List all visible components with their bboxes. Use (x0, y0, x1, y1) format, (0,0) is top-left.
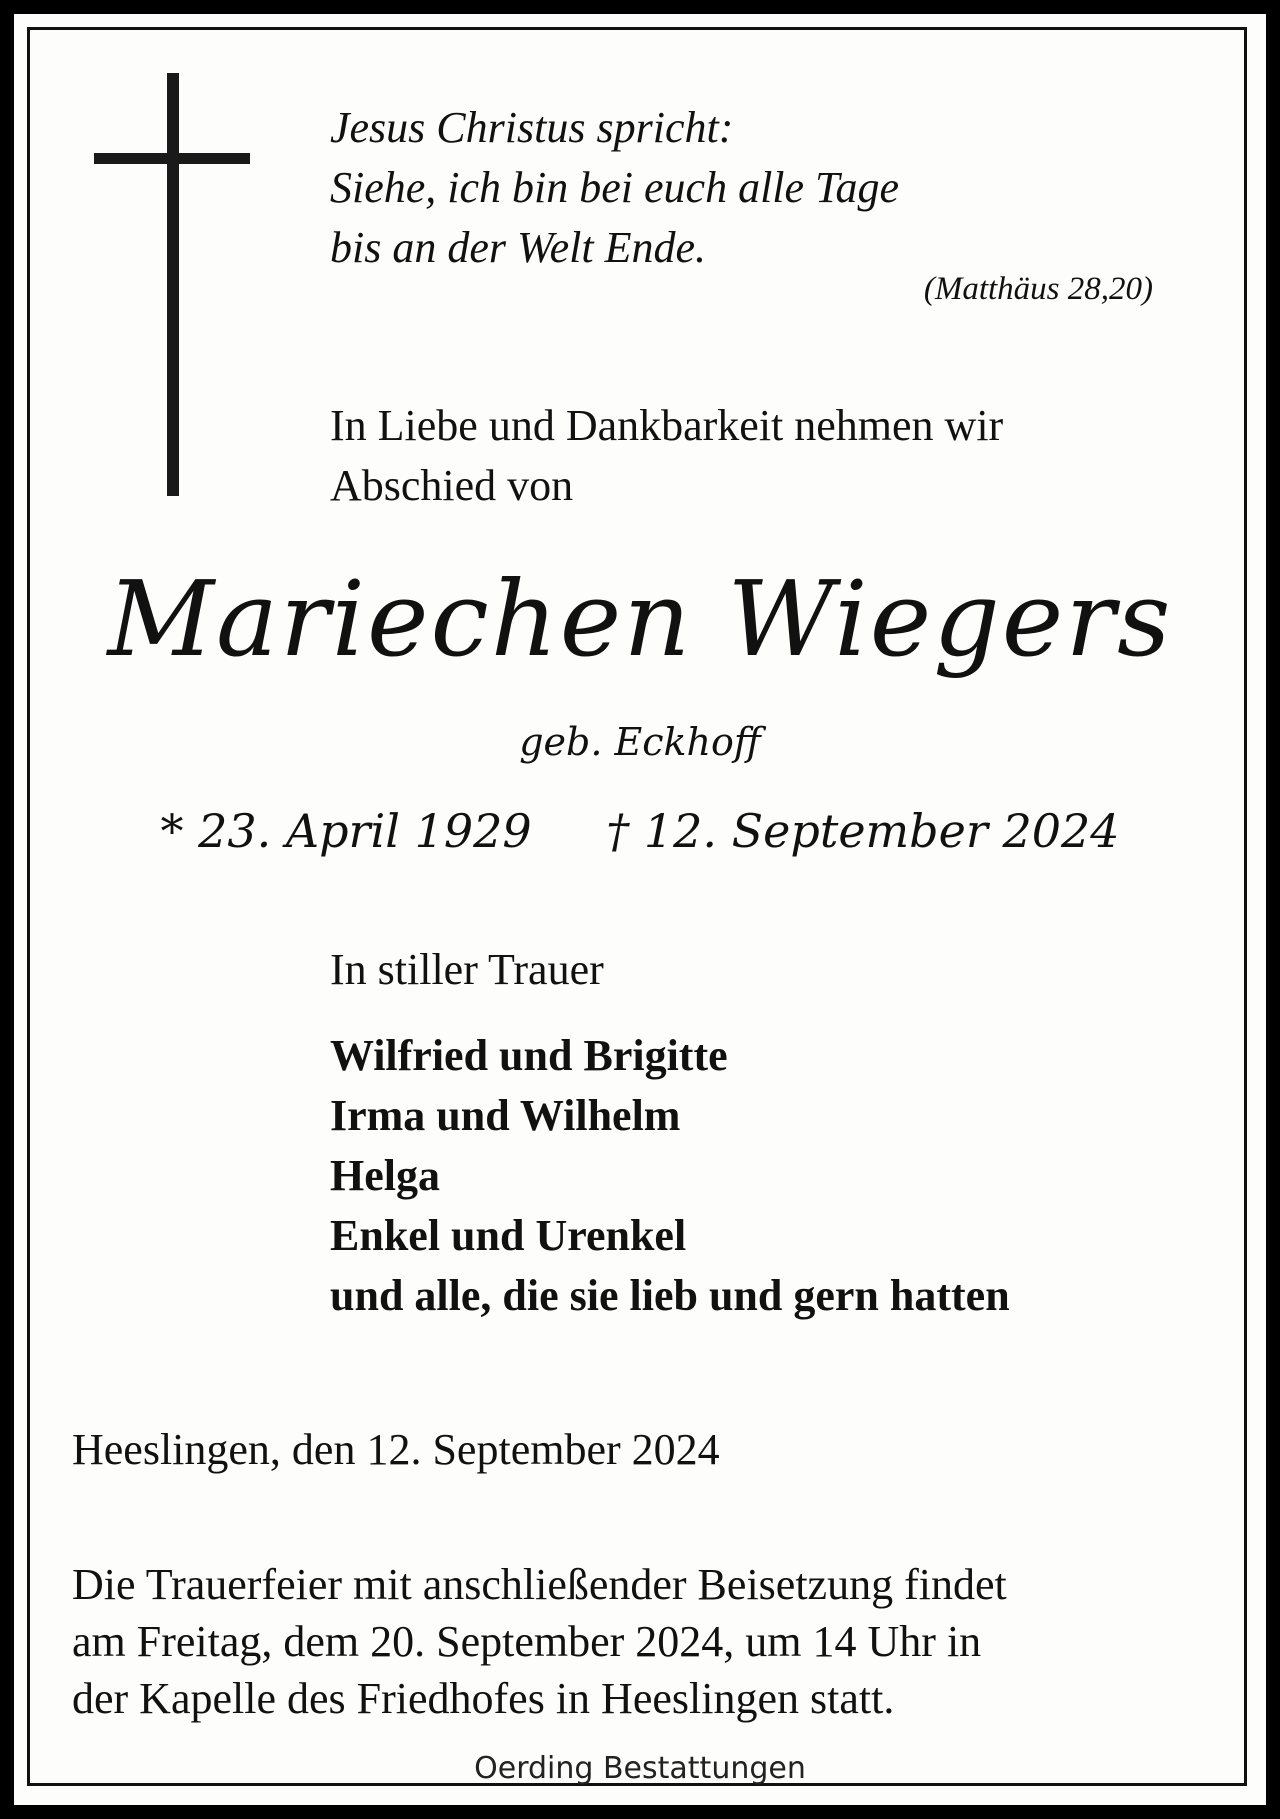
verse-line: Siehe, ich bin bei euch alle Tage (330, 163, 900, 212)
mourner-entry: und alle, die sie lieb und gern hatten (330, 1271, 1010, 1320)
cross-vertical-bar (167, 73, 179, 496)
mourner-entry: Wilfried und Brigitte (330, 1031, 728, 1080)
mourner-entry: Enkel und Urenkel (330, 1211, 687, 1260)
cross-horizontal-bar (94, 153, 250, 164)
mourner-entry: Helga (330, 1151, 440, 1200)
ceremony-line: der Kapelle des Friedhofes in Heeslingen statt. (72, 1674, 895, 1723)
intro-line: In Liebe und Dankbarkeit nehmen wir (330, 401, 1004, 450)
bible-verse (330, 98, 899, 278)
verse-line: bis an der Welt Ende. (330, 223, 706, 272)
ceremony-line: Die Trauerfeier mit anschließender Beisetzung findet (72, 1560, 1007, 1609)
death-date: † 12. September 2024 (606, 804, 1120, 858)
birth-date: * 23. April 1929 (160, 804, 532, 858)
mourner-entry: Irma und Wilhelm (330, 1091, 681, 1140)
mourners-list (330, 1026, 1010, 1326)
intro-line: Abschied von (330, 461, 574, 510)
verse-reference: (Matthäus 28,20) (923, 271, 1153, 307)
farewell-intro (330, 396, 1003, 516)
deceased-born-name: geb. Eckhoff (519, 720, 761, 764)
deceased-name: Mariechen Wiegers (107, 558, 1173, 680)
place-and-date: Heeslingen, den 12. September 2024 (72, 1425, 720, 1474)
undertaker-credit: Oerding Bestattungen (474, 1751, 806, 1786)
ceremony-info (72, 1556, 1007, 1727)
ceremony-line: am Freitag, dem 20. September 2024, um 14 Uhr in (72, 1617, 982, 1666)
mourning-label: In stiller Trauer (330, 945, 604, 994)
cross-icon (94, 73, 250, 496)
verse-line: Jesus Christus spricht: (330, 103, 734, 152)
obituary-notice (14, 14, 1266, 1805)
life-dates (14, 804, 1266, 858)
